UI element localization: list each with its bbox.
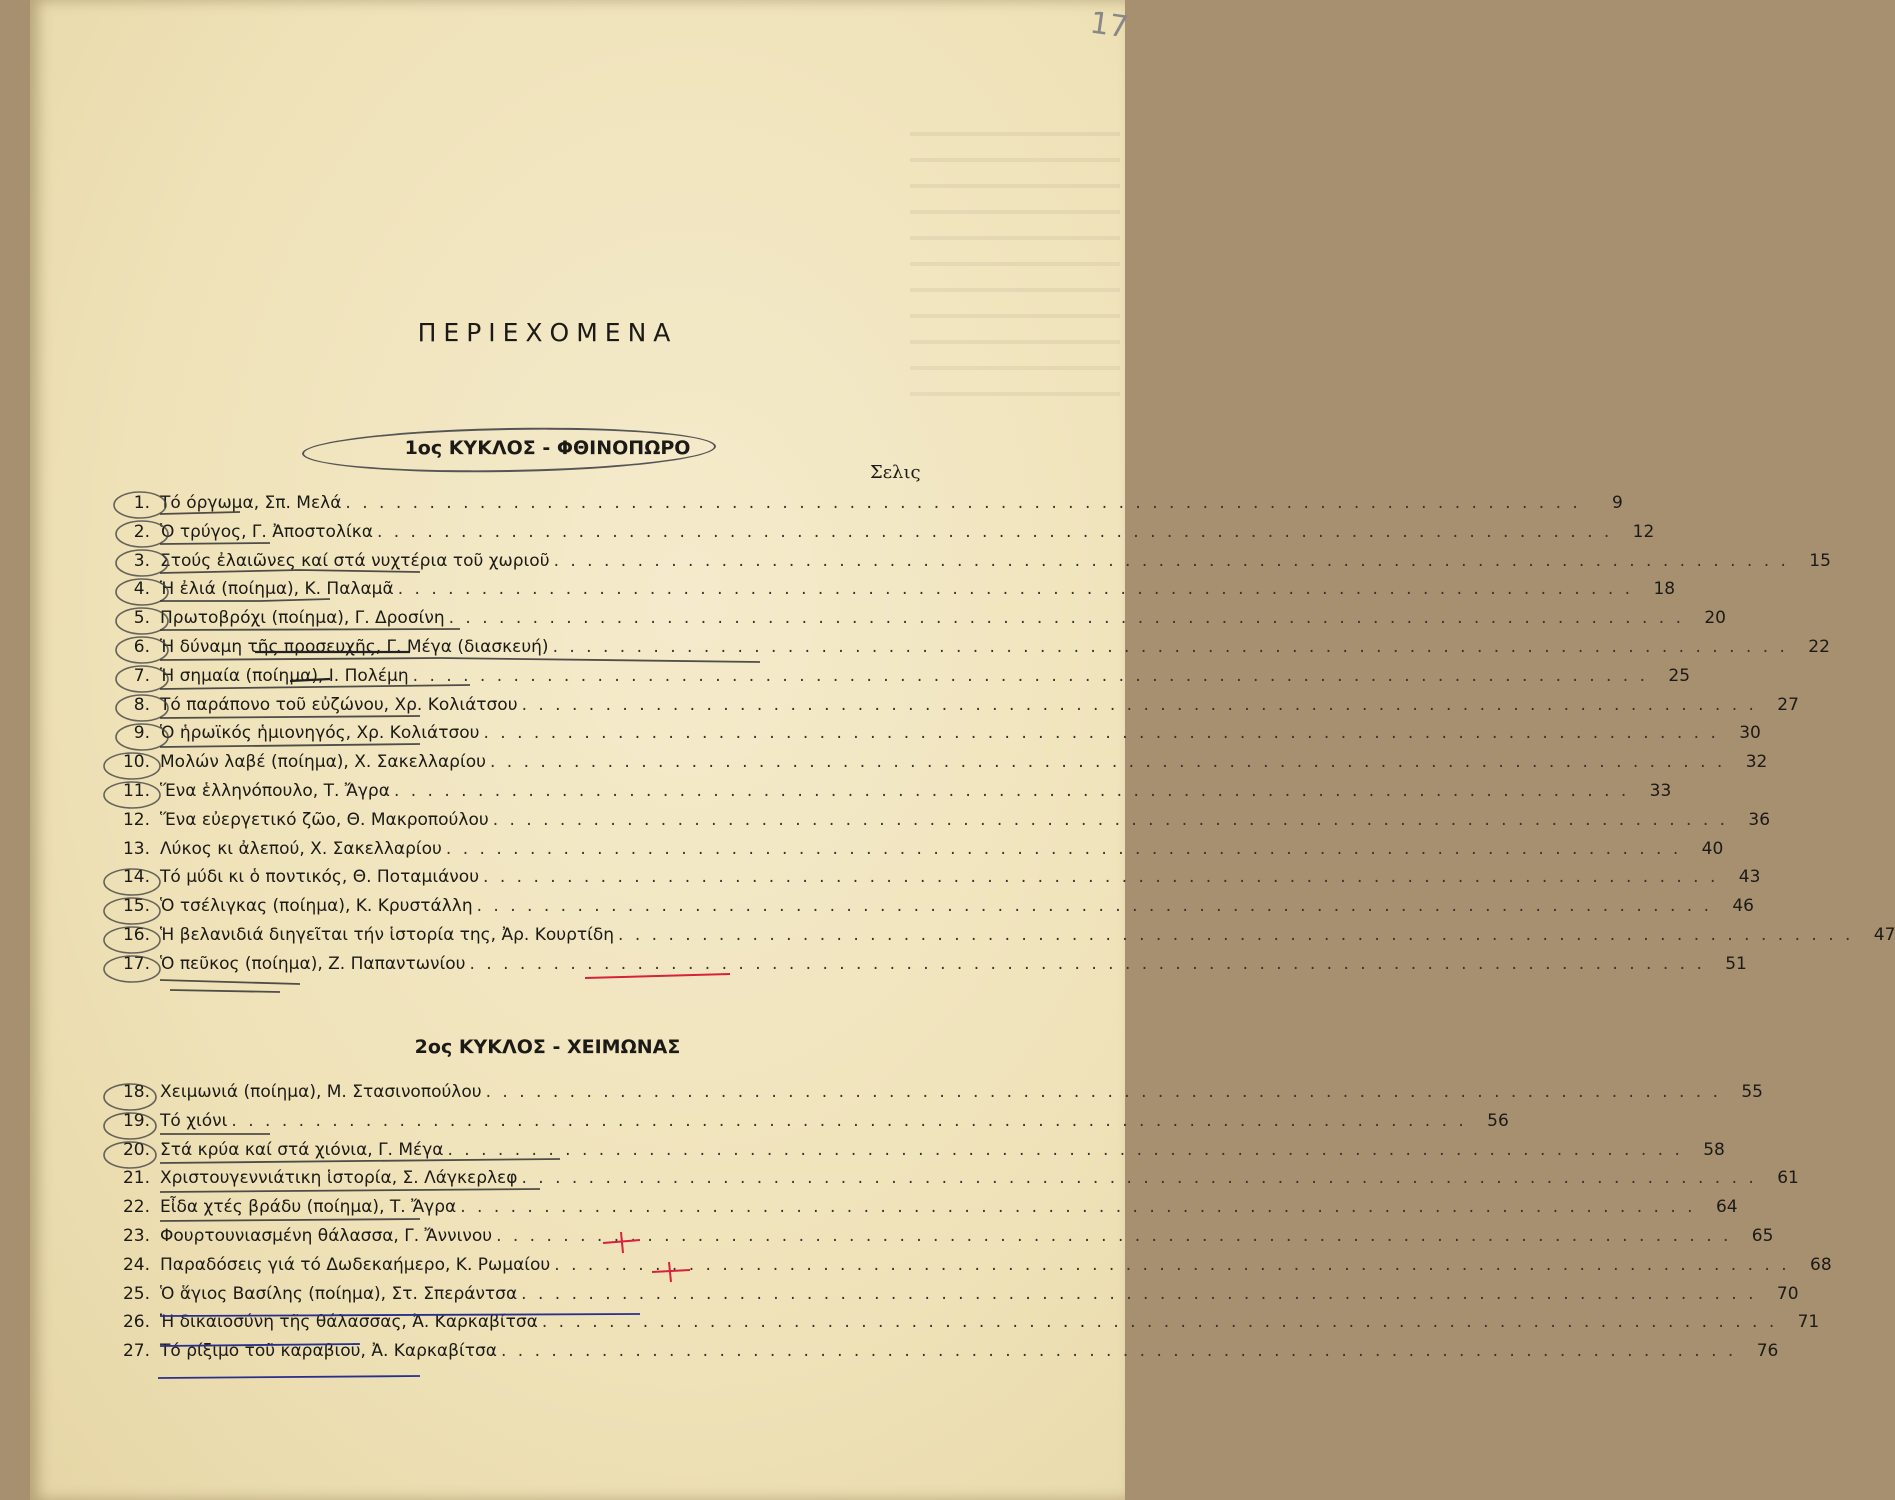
entry-page-number: 15 (1809, 550, 1831, 571)
entry-number: 22. (122, 1197, 150, 1218)
toc-entry (108, 665, 1691, 695)
toc-entry (108, 579, 1676, 608)
entry-page-number: 25 (1668, 665, 1691, 686)
handwritten-page-number: 17 (1087, 5, 1131, 46)
entry-title: Ἡ δικαιοσύνη τῆς θάλασσας, Ἀ. Καρκαβίτσα (160, 1312, 538, 1333)
section-heading-winter: 2ος ΚΥΚΛΟΣ - ΧΕΙΜΩΝΑΣ (414, 1036, 681, 1058)
entry-page-number: 61 (1777, 1168, 1799, 1189)
entry-title: Φουρτουνιασμένη θάλασσα, Γ. Ἄννινου (160, 1225, 493, 1246)
toc-section-autumn (108, 493, 1895, 983)
entry-title: Ἡ ἐλιά (ποίημα), Κ. Παλαμᾶ (160, 579, 394, 600)
entry-number: 10. (122, 752, 150, 773)
entry-number: 1. (133, 493, 150, 513)
entry-page-number: 32 (1745, 752, 1768, 773)
toc-entry (108, 550, 1831, 580)
entry-title: Ὁ τρύγος, Γ. Ἀποστολίκα (160, 521, 373, 542)
dot-leader (614, 925, 1853, 945)
toc-entry (108, 867, 1761, 896)
entry-title: Τό παράπονο τοῦ εὐζώνου, Χρ. Κολιάτσου (160, 694, 518, 715)
entry-number: 16. (122, 924, 150, 945)
toc-entry (108, 809, 1771, 839)
entry-page-number: 76 (1756, 1341, 1779, 1362)
entry-title: Τό χιόνι (160, 1110, 228, 1131)
dot-leader (518, 695, 1757, 715)
dot-leader (465, 954, 1704, 974)
entry-number: 8. (133, 694, 150, 715)
entry-page-number: 68 (1810, 1254, 1832, 1275)
entry-page-number: 70 (1776, 1283, 1799, 1304)
toc-entry (108, 1283, 1799, 1313)
dot-leader (517, 1168, 1756, 1188)
page-title: ΠΕΡΙΕΧΟΜΕΝΑ (417, 318, 678, 347)
entry-number: 17. (122, 953, 150, 974)
entry-number: 6. (133, 636, 150, 657)
toc-entry (108, 521, 1655, 551)
entry-page-number: 51 (1725, 953, 1747, 974)
dot-leader (538, 1312, 1777, 1332)
toc-entry (108, 1168, 1799, 1197)
toc-entry (108, 1254, 1832, 1284)
entry-title: Ἡ βελανιδιά διηγεῖται τήν ἱστορία της, Ἀρ. Κουρτίδη (160, 924, 615, 945)
entry-number: 11. (122, 780, 150, 801)
entry-title: Ὁ πεῦκος (ποίημα), Ζ. Παπαντωνίου (160, 953, 466, 974)
dot-leader (482, 1082, 1721, 1102)
entry-number: 19. (122, 1110, 150, 1131)
entry-page-number: 18 (1653, 579, 1676, 600)
entry-number: 26. (122, 1312, 150, 1333)
entry-number: 15. (122, 896, 150, 917)
dot-leader (443, 1140, 1682, 1160)
dot-leader (394, 579, 1633, 599)
entry-page-number: 33 (1649, 780, 1672, 801)
entry-title: Λύκος κι ἀλεπού, Χ. Σακελλαρίου (160, 838, 442, 859)
toc-entry (108, 1139, 1725, 1169)
entry-number: 20. (122, 1139, 150, 1160)
toc-entry (108, 1341, 1779, 1370)
entry-number: 24. (122, 1254, 150, 1275)
dot-leader (445, 608, 1684, 628)
toc-entry (108, 1082, 1763, 1111)
entry-page-number: 58 (1703, 1139, 1725, 1160)
dot-leader (550, 551, 1789, 571)
entry-page-number: 12 (1632, 521, 1655, 542)
entry-title: Ἡ σημαία (ποίημα), Ι. Πολέμη (160, 665, 409, 686)
entry-title: Τό μύδι κι ὁ ποντικός, Θ. Ποταμιάνου (160, 867, 480, 888)
entry-page-number: 71 (1797, 1312, 1820, 1333)
entry-page-number: 30 (1739, 723, 1761, 744)
entry-number: 21. (122, 1168, 150, 1189)
entry-number: 14. (122, 867, 150, 888)
entry-page-number: 43 (1738, 867, 1761, 888)
entry-title: Στούς ἐλαιῶνες καί στά νυχτέρια τοῦ χωριοῦ (160, 550, 550, 571)
dot-leader (492, 1226, 1731, 1246)
entry-number: 9. (133, 723, 150, 744)
toc-entry (108, 838, 1724, 868)
entry-number: 12. (122, 809, 150, 830)
entry-title: Χριστουγεννιάτικη ἱστορία, Σ. Λάγκερλεφ (160, 1168, 518, 1189)
toc-entry (108, 953, 1747, 983)
entry-number: 2. (133, 521, 150, 542)
entry-title: Παραδόσεις γιά τό Δωδεκαήμερο, Κ. Ρωμαίου (160, 1254, 551, 1275)
entry-page-number: 22 (1808, 636, 1830, 657)
entry-page-number: 20 (1704, 608, 1726, 629)
toc-entry (108, 1225, 1774, 1255)
entry-page-number: 55 (1741, 1082, 1763, 1102)
entry-title: Στά κρύα καί στά χιόνια, Γ. Μέγα (160, 1139, 444, 1160)
dot-leader (550, 1255, 1789, 1275)
entry-number: 27. (122, 1341, 150, 1362)
toc-entry (108, 780, 1672, 810)
dot-leader (473, 896, 1712, 916)
entry-number: 23. (122, 1225, 150, 1246)
entry-page-number: 9 (1611, 493, 1623, 513)
entry-title: Ἕνα ἑλληνόπουλο, Τ. Ἄγρα (160, 780, 390, 801)
entry-title: Ὁ ἡρωϊκός ἡμιονηγός, Χρ. Κολιάτσου (160, 723, 480, 744)
entry-number: 7. (133, 665, 150, 686)
entry-title: Πρωτοβρόχι (ποίημα), Γ. Δροσίνη (160, 608, 445, 629)
dot-leader (549, 637, 1788, 657)
entry-title: Ἡ δύναμη τῆς προσευχῆς, Γ. Μέγα (διασκευή) (160, 636, 549, 657)
entry-number: 3. (133, 550, 150, 571)
entry-title: Ὁ τσέλιγκας (ποίημα), Κ. Κρυστάλλη (160, 896, 473, 917)
entry-page-number: 56 (1487, 1110, 1509, 1131)
entry-page-number: 46 (1732, 896, 1754, 917)
toc-entry (108, 1312, 1820, 1341)
dot-leader (442, 839, 1681, 859)
toc-entry (108, 493, 1623, 522)
entry-number: 18. (122, 1082, 150, 1102)
entry-page-number: 64 (1715, 1197, 1738, 1218)
toc-entry (108, 636, 1830, 666)
toc-entry (108, 694, 1799, 724)
toc-entry (108, 608, 1726, 637)
dot-leader (489, 810, 1728, 830)
dot-leader (373, 522, 1612, 542)
entry-title: Μολών λαβέ (ποίημα), Χ. Σακελλαρίου (160, 752, 486, 773)
toc-entry (108, 1197, 1738, 1226)
toc-entry (108, 896, 1754, 925)
toc-entry (108, 723, 1761, 752)
toc-entry (108, 924, 1895, 954)
entry-number: 5. (133, 608, 150, 629)
dot-leader (227, 1111, 1466, 1131)
entry-number: 25. (122, 1283, 150, 1304)
entry-page-number: 27 (1777, 694, 1799, 715)
toc-section-winter (108, 1082, 1832, 1370)
dot-leader (486, 752, 1725, 772)
dot-leader (390, 781, 1629, 801)
entry-title: Ἕνα εὐεργετικό ζῶο, Θ. Μακροπούλου (160, 809, 489, 830)
entry-title: Ὁ ἅγιος Βασίλης (ποίημα), Στ. Σπεράντσα (160, 1283, 518, 1304)
dot-leader (517, 1284, 1756, 1304)
entry-title: Τό ρίξιμο τοῦ καραβιοῦ, Ἀ. Καρκαβίτσα (160, 1341, 497, 1362)
entry-title: Εἶδα χτές βράδυ (ποίημα), Τ. Ἄγρα (160, 1197, 457, 1218)
entry-title: Τό όργωμα, Σπ. Μελά (160, 493, 342, 513)
page-column-label: Σελις (870, 462, 921, 483)
dot-leader (480, 723, 1719, 743)
dot-leader (456, 1197, 1695, 1217)
entry-page-number: 65 (1751, 1225, 1774, 1246)
toc-entry (108, 1110, 1509, 1140)
dot-leader (409, 666, 1648, 686)
entry-page-number: 36 (1748, 809, 1771, 830)
entry-page-number: 47 (1873, 924, 1895, 945)
dot-leader (497, 1341, 1736, 1361)
entry-number: 13. (122, 838, 150, 859)
dot-leader (479, 867, 1718, 887)
entry-page-number: 40 (1701, 838, 1724, 859)
entry-number: 4. (133, 579, 150, 600)
dot-leader (341, 493, 1580, 513)
entry-title: Χειμωνιά (ποίημα), Μ. Στασινοπούλου (160, 1082, 482, 1102)
toc-entry (108, 752, 1768, 781)
section-heading-autumn: 1ος ΚΥΚΛΟΣ - ΦΘΙΝΟΠΩΡΟ (404, 437, 691, 459)
bleed-through-text (910, 110, 1120, 410)
